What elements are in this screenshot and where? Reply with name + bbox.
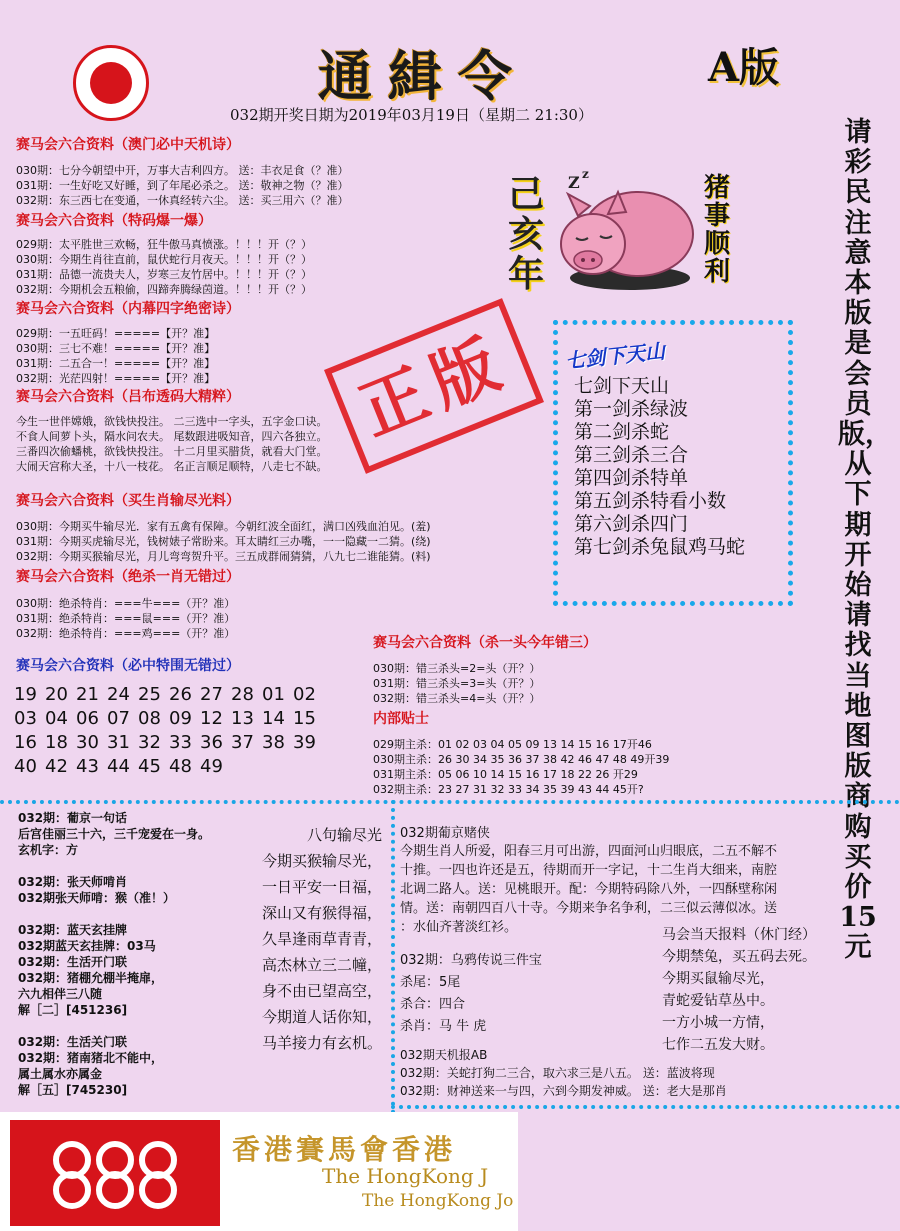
text-line: 属土属水亦属金	[18, 1067, 103, 1081]
section-body	[16, 163, 349, 208]
section-body	[373, 737, 669, 797]
text-line: 032期：错三杀头=4=头（开？）	[373, 692, 541, 705]
section-body	[373, 661, 540, 706]
text-line: 后宫佳丽三十六，三千宠爱在一身。	[18, 827, 211, 841]
number: 04	[45, 708, 68, 729]
edition-badge: A版	[708, 44, 780, 91]
section-title: 赛马会六合资料（内幕四字绝密诗）	[16, 301, 240, 317]
section-title: 赛马会六合资料（杀一头今年错三）	[373, 635, 597, 651]
number: 03	[14, 708, 37, 729]
divider	[391, 1105, 900, 1109]
horse-report-block	[662, 924, 816, 1056]
member-notice: 请彩民注意本版是会员版，从下期开始请找当地图版商购买价15元	[838, 117, 892, 964]
section-body	[16, 414, 328, 474]
poem-line: 一日平安一日福，	[261, 878, 382, 896]
number: 33	[169, 732, 192, 753]
block-title: 032期葡京赌侠	[400, 826, 490, 841]
bauhinia-icon	[90, 62, 132, 104]
number: 49	[200, 756, 223, 777]
number: 21	[76, 684, 99, 705]
number: 12	[200, 708, 223, 729]
poem-block	[240, 822, 382, 1056]
text-line: 031期：二五合一！=====【开？准】	[16, 357, 216, 370]
text-line: 032期蓝天玄挂牌：03马	[18, 939, 156, 953]
text-line: 十推。一四也许还是五，待期而开一字记，十二生肖大细来，南腔	[400, 863, 778, 878]
text-line: 032期天机报AB	[400, 1048, 488, 1062]
banner-english-name: The HongKong J	[322, 1164, 489, 1188]
text-line: 030期：今期生肖往直前，鼠伏蛇行月夜天。！！！开（？）	[16, 253, 312, 266]
number: 31	[107, 732, 130, 753]
text-line: 030期：绝杀特肖：===牛===（开？准）	[16, 597, 236, 610]
banner-english-name: The HongKong Jo	[362, 1191, 514, 1211]
number: 48	[169, 756, 192, 777]
seven-swords-title: 七剑下天山	[564, 338, 667, 374]
section-title: 赛马会六合资料（绝杀一肖无错过）	[16, 569, 240, 585]
banner-chinese-name: 香港賽馬會香港	[232, 1133, 457, 1166]
number: 43	[76, 756, 99, 777]
text-line: 030期：错三杀头=2=头（开？）	[373, 662, 541, 675]
text-line: 032期：今期买猴输尽光，月儿弯弯贺升平。三五成群闹猜猜，八九七二谁能猜。(料)	[16, 550, 431, 563]
poem-line: 深山又有猴得福，	[261, 904, 382, 922]
number: 27	[200, 684, 223, 705]
text-line: 今期禁兔，买五码去死。	[662, 949, 816, 965]
text-line: 032期：葡京一句话	[18, 811, 128, 825]
crow-block	[400, 950, 542, 1038]
bottom-left-block	[18, 810, 210, 1098]
number-row	[14, 707, 354, 731]
text-line: 031期：品德一流贵夫人，岁寒三友竹居中。！！！开（？）	[16, 268, 312, 281]
text-line: 029期：太平胜世三欢畅，狂牛傲马真愤涨。！！！开（？）	[16, 238, 312, 251]
text-line	[18, 858, 210, 874]
hk-emblem-logo	[73, 45, 149, 121]
number: 25	[138, 684, 161, 705]
text-line: 今期买鼠输尽光，	[662, 971, 774, 987]
text-line: 北调二路人。送：见桃眼开。配：今期特码除八外，一四酥壁称闲	[400, 882, 778, 897]
number: 19	[14, 684, 37, 705]
number: 28	[231, 684, 254, 705]
pig-year-label: 己亥年	[508, 173, 545, 295]
number-grid	[14, 683, 354, 779]
number: 02	[293, 684, 316, 705]
genuine-stamp: 正版	[324, 298, 544, 474]
list-item: 第七剑杀兔鼠鸡马蛇	[574, 536, 746, 558]
list-item: 第六剑杀四门	[574, 513, 689, 535]
number: 09	[169, 708, 192, 729]
number: 07	[107, 708, 130, 729]
text-line: 一方小城一方情，	[662, 1015, 774, 1031]
text-line: 032期：绝杀特肖：===鸡===（开？准）	[16, 627, 236, 640]
text-line: 032期：乌鸦传说三件宝	[400, 953, 542, 968]
text-line: 030期：三七不难！=====【开？准】	[16, 342, 216, 355]
text-line	[18, 1018, 210, 1034]
poem-line: 今期买猴输尽光，	[261, 852, 382, 870]
number: 18	[45, 732, 68, 753]
text-line: 今期生肖人所爱，阳春三月可出游，四面河山归眼底，二五不解不	[400, 844, 778, 859]
text-line: 情。送：南朝四百八十寺。今期来争名争利，二三似云薄似冰。送	[400, 901, 778, 916]
text-line: 马会当天报料（休门经）	[662, 927, 816, 943]
text-line: 032期：关蛇打狗二三合，取六求三是八五。 送：蓝波将现	[400, 1066, 715, 1080]
text-line: ：水仙齐著淡红衫。	[400, 920, 518, 935]
sleeping-pig-icon	[548, 166, 698, 294]
text-line: 031期：一生好吃又好睡，到了年尾必杀之。 送：敬神之物（？准）	[16, 179, 349, 192]
poem-line: 高杰林立三二幢，	[261, 956, 382, 974]
section-title: 赛马会六合资料（吕布透码大精粹）	[16, 389, 240, 405]
text-line: 032期：生活开门联	[18, 955, 128, 969]
number: 16	[14, 732, 37, 753]
text-line: 032期：东三西七在变通，一休真经转六尘。 送：买三用六（？准）	[16, 194, 349, 207]
page-title: 通緝令	[318, 44, 528, 108]
number: 08	[138, 708, 161, 729]
text-line: 032期：猪棚允棚半掩扉，	[18, 971, 164, 985]
number: 38	[262, 732, 285, 753]
gamble-block	[400, 826, 777, 937]
poem-line: 久旱逢雨草青青，	[261, 930, 382, 948]
list-item: 第四剑杀特单	[574, 467, 689, 489]
text-line: 032期：财神送来一与四，六到今期发神威。 送：老大是那肖	[400, 1084, 727, 1098]
text-line: 三番四次偷蟠桃，欲钱快投注。 十二月里买腊货，就看大门堂。	[16, 445, 328, 458]
seven-swords-list	[574, 375, 745, 559]
list-item: 第二剑杀蛇	[574, 421, 670, 443]
text-line: 032期张天师啃：猴（准！）	[18, 891, 176, 905]
text-line: 032期：光茫四射！=====【开？准】	[16, 372, 216, 385]
text-line: 029期主杀：01 02 03 04 05 09 13 14 15 16 17开46	[373, 738, 652, 751]
text-line: 解［五］[745230]	[18, 1083, 128, 1097]
number: 44	[107, 756, 130, 777]
number-row	[14, 731, 354, 755]
number-row	[14, 683, 354, 707]
text-line: 030期：七分今朝望中开，万事大吉利四方。 送：丰衣足食（？准）	[16, 164, 349, 177]
section-title: 赛马会六合资料（必中特围无错过）	[16, 658, 240, 674]
text-line: 031期主杀：05 06 10 14 15 16 17 18 22 26 开29	[373, 768, 638, 781]
poem-line: 今期道人话你知，	[261, 1008, 382, 1026]
poem-line: 八句输尽光	[306, 826, 382, 844]
text-line: 032期：生活关门联	[18, 1035, 128, 1049]
section-body	[16, 326, 215, 386]
text-line: 032期：张天师啃肖	[18, 875, 128, 889]
text-line: 杀尾：5尾	[400, 975, 461, 990]
number: 40	[14, 756, 37, 777]
list-item: 第一剑杀绿波	[574, 398, 689, 420]
number: 45	[138, 756, 161, 777]
number: 24	[107, 684, 130, 705]
text-line: 032期：蓝天玄挂牌	[18, 923, 128, 937]
number: 30	[76, 732, 99, 753]
section-title: 内部贴士	[373, 711, 429, 727]
pig-luck-label: 猪事顺利	[704, 173, 731, 287]
text-line: 不食人间萝卜头，隔水问农夫。 尾数跟进吸知音，四六各独立。	[16, 430, 328, 443]
text-line: 大闹天宫称大圣，十八一枝花。 名正言顺足顺特，八走七不缺。	[16, 460, 328, 473]
text-line	[18, 906, 210, 922]
text-line: 七作二五发大财。	[662, 1037, 774, 1053]
number: 06	[76, 708, 99, 729]
section-title: 赛马会六合资料（买生肖输尽光料）	[16, 493, 240, 509]
draw-date-line: 032期开奖日期为2019年03月19日（星期二 21:30）	[230, 106, 593, 124]
text-line: 030期：今期买牛输尽光．家有五禽有保障。今朝红波全面红，满口凶残血泊见。(羞)	[16, 520, 431, 533]
text-line: 030期主杀：26 30 34 35 36 37 38 42 46 47 48 49开39	[373, 753, 670, 766]
text-line: 031期：绝杀特肖：===鼠===（开？准）	[16, 612, 236, 625]
number: 15	[293, 708, 316, 729]
number: 32	[138, 732, 161, 753]
text-line: 029期：一五旺码！=====【开？准】	[16, 327, 216, 340]
text-line: 032期主杀：23 27 31 32 33 34 35 39 43 44 45开?	[373, 783, 644, 796]
text-line: 032期：今期机会五粮偷，四蹄奔腾绿茵道。！！！开（？）	[16, 283, 312, 296]
hkjc-logo	[10, 1120, 220, 1226]
number: 39	[293, 732, 316, 753]
number: 26	[169, 684, 192, 705]
number: 20	[45, 684, 68, 705]
text-line: 今生一世伴嫦娥，欲钱快投注。 二三选中一字头，五字金口诀。	[16, 415, 328, 428]
text-line: 032期：猪南猪北不能中，	[18, 1051, 164, 1065]
number: 36	[200, 732, 223, 753]
text-line: 解［二］[451236]	[18, 1003, 128, 1017]
text-line: 杀合：四合	[400, 997, 466, 1012]
section-body	[16, 519, 431, 564]
list-item: 第三剑杀三合	[574, 444, 689, 466]
text-line: 031期：错三杀头=3=头（开？）	[373, 677, 541, 690]
text-line: 玄机字：方	[18, 843, 79, 857]
list-item: 第五剑杀特看小数	[574, 490, 727, 512]
section-title: 赛马会六合资料（澳门必中天机诗）	[16, 137, 240, 153]
number: 37	[231, 732, 254, 753]
section-body	[16, 596, 235, 641]
text-line: 杀肖：马 牛 虎	[400, 1019, 487, 1034]
number: 42	[45, 756, 68, 777]
number-row	[14, 755, 354, 779]
text-line: 六九相伴三八随	[18, 987, 103, 1001]
section-body	[16, 237, 312, 297]
svg-text:z: z	[582, 167, 589, 181]
svg-text:Z: Z	[568, 173, 580, 192]
text-line: 031期：今期买虎输尽光，钱树婊子常盼来。耳太睛红三办嘴，一一隐藏一二猜。(绕)	[16, 535, 431, 548]
divider	[391, 800, 395, 1130]
poem-line: 身不由已望高空，	[261, 982, 382, 1000]
ab-block	[400, 1046, 727, 1100]
number: 01	[262, 684, 285, 705]
list-item: 七剑下天山	[574, 375, 670, 397]
hkjc-emblem-icon	[10, 1120, 220, 1226]
divider	[0, 800, 900, 804]
section-title: 赛马会六合资料（特码爆一爆）	[16, 213, 212, 229]
number: 13	[231, 708, 254, 729]
number: 14	[262, 708, 285, 729]
text-line: 青蛇爱钻草丛中。	[662, 993, 774, 1009]
poem-line: 马羊接力有玄机。	[261, 1034, 382, 1052]
